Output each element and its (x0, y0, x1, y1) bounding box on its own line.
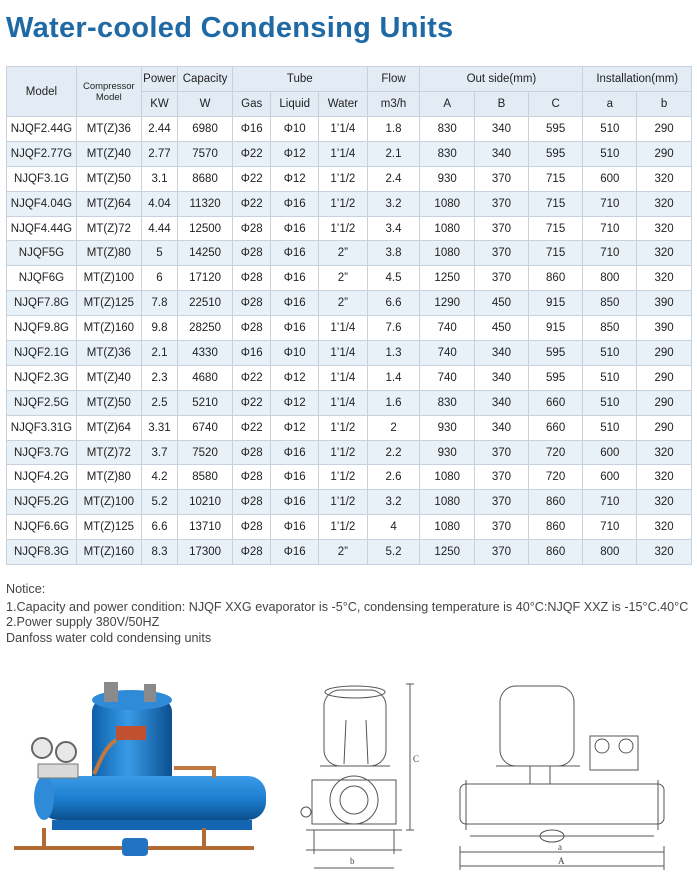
table-cell: Φ16 (232, 341, 271, 366)
table-cell: MT(Z)40 (76, 365, 141, 390)
header-model: Model (7, 67, 77, 117)
header-tube: Tube (232, 67, 367, 92)
table-cell: Φ12 (271, 365, 319, 390)
table-cell: 4.04 (141, 191, 177, 216)
table-cell: 1080 (420, 191, 475, 216)
table-cell: 1080 (420, 241, 475, 266)
table-row (7, 166, 692, 191)
table-cell: Φ16 (271, 291, 319, 316)
table-cell: MT(Z)36 (76, 341, 141, 366)
table-cell: NJQF3.1G (7, 166, 77, 191)
table-cell: 370 (475, 540, 529, 565)
table-cell: 5210 (178, 390, 233, 415)
table-cell: 510 (583, 141, 637, 166)
table-cell: Φ10 (271, 117, 319, 142)
table-cell: NJQF4.2G (7, 465, 77, 490)
table-cell: 6740 (178, 415, 233, 440)
table-cell: 290 (637, 390, 692, 415)
table-cell: NJQF6.6G (7, 515, 77, 540)
table-cell: 860 (528, 266, 583, 291)
subheader-cell: Gas (232, 92, 271, 117)
table-cell: 4.44 (141, 216, 177, 241)
table-cell: 12500 (178, 216, 233, 241)
table-cell: 2” (319, 266, 368, 291)
table-cell: 710 (583, 216, 637, 241)
table-cell: Φ28 (232, 490, 271, 515)
table-cell: 320 (637, 241, 692, 266)
table-cell: MT(Z)125 (76, 291, 141, 316)
table-cell: Φ16 (271, 465, 319, 490)
table-cell: 290 (637, 415, 692, 440)
subheader-cell: W (178, 92, 233, 117)
table-cell: 830 (420, 390, 475, 415)
table-cell: 1’1/2 (319, 440, 368, 465)
table-cell: NJQF2.77G (7, 141, 77, 166)
table-cell: 28250 (178, 316, 233, 341)
table-cell: 1’1/2 (319, 166, 368, 191)
table-cell: 1’1/4 (319, 390, 368, 415)
table-cell: Φ28 (232, 465, 271, 490)
table-row (7, 216, 692, 241)
table-cell: 1’1/4 (319, 141, 368, 166)
table-cell: MT(Z)50 (76, 390, 141, 415)
table-cell: 510 (583, 117, 637, 142)
table-row (7, 266, 692, 291)
table-cell: MT(Z)80 (76, 465, 141, 490)
table-cell: 390 (637, 316, 692, 341)
table-cell: 290 (637, 117, 692, 142)
table-cell: Φ22 (232, 365, 271, 390)
table-cell: 370 (475, 266, 529, 291)
table-cell: NJQF3.31G (7, 415, 77, 440)
table-row (7, 415, 692, 440)
table-cell: 8.3 (141, 540, 177, 565)
table-cell: 600 (583, 166, 637, 191)
table-cell: 4.5 (367, 266, 420, 291)
table-cell: 320 (637, 440, 692, 465)
condensing-unit-photo (4, 678, 272, 878)
table-cell: NJQF3.7G (7, 440, 77, 465)
table-cell: 1’1/4 (319, 341, 368, 366)
table-cell: 850 (583, 316, 637, 341)
table-cell: 320 (637, 465, 692, 490)
subheader-cell: Water (319, 92, 368, 117)
table-cell: NJQF2.5G (7, 390, 77, 415)
table-cell: NJQF2.44G (7, 117, 77, 142)
table-cell: 4 (367, 515, 420, 540)
table-cell: 600 (583, 440, 637, 465)
table-cell: 1.6 (367, 390, 420, 415)
table-cell: 930 (420, 440, 475, 465)
table-cell: 510 (583, 415, 637, 440)
table-cell: 3.7 (141, 440, 177, 465)
table-cell: 1’1/4 (319, 117, 368, 142)
table-cell: 450 (475, 291, 529, 316)
notice-line-1: 1.Capacity and power condition: NJQF XXG evaporator is -5°C, condensing temperature is 40°C:NJQF XXZ is -15°C.40°C (6, 599, 689, 614)
table-cell: 930 (420, 166, 475, 191)
table-cell: 2” (319, 291, 368, 316)
table-cell: 320 (637, 490, 692, 515)
table-cell: 320 (637, 191, 692, 216)
table-cell: 7570 (178, 141, 233, 166)
table-cell: 14250 (178, 241, 233, 266)
table-cell: Φ12 (271, 390, 319, 415)
table-row (7, 540, 692, 565)
table-cell: 340 (475, 141, 529, 166)
table-cell: 340 (475, 341, 529, 366)
table-cell: Φ22 (232, 415, 271, 440)
table-cell: 715 (528, 191, 583, 216)
table-cell: 4.2 (141, 465, 177, 490)
table-cell: 370 (475, 490, 529, 515)
table-cell: 3.31 (141, 415, 177, 440)
table-cell: 915 (528, 316, 583, 341)
table-row (7, 141, 692, 166)
table-cell: 6.6 (367, 291, 420, 316)
table-cell: MT(Z)72 (76, 440, 141, 465)
table-cell: 710 (583, 515, 637, 540)
table-cell: 510 (583, 390, 637, 415)
table-cell: 17120 (178, 266, 233, 291)
table-cell: MT(Z)36 (76, 117, 141, 142)
table-cell: 860 (528, 490, 583, 515)
table-cell: 370 (475, 216, 529, 241)
header-compressor-model: Compressor Model (76, 67, 141, 117)
table-cell: 3.4 (367, 216, 420, 241)
table-cell: 595 (528, 117, 583, 142)
table-cell: 510 (583, 341, 637, 366)
table-cell: NJQF6G (7, 266, 77, 291)
table-cell: Φ22 (232, 390, 271, 415)
table-cell: 290 (637, 341, 692, 366)
dim-label-c: C (413, 754, 420, 764)
table-cell: 2 (367, 415, 420, 440)
table-cell: 340 (475, 415, 529, 440)
table-cell: MT(Z)50 (76, 166, 141, 191)
table-cell: 320 (637, 540, 692, 565)
table-cell: NJQF8.3G (7, 540, 77, 565)
table-cell: MT(Z)160 (76, 540, 141, 565)
table-cell: 370 (475, 191, 529, 216)
table-cell: 930 (420, 415, 475, 440)
table-cell: 2” (319, 540, 368, 565)
table-cell: 3.1 (141, 166, 177, 191)
header-capacity: Capacity (178, 67, 233, 92)
subheader-cell: KW (141, 92, 177, 117)
table-cell: Φ16 (232, 117, 271, 142)
table-cell: 800 (583, 540, 637, 565)
table-row (7, 341, 692, 366)
table-cell: MT(Z)40 (76, 141, 141, 166)
table-cell: 320 (637, 216, 692, 241)
table-cell: 320 (637, 166, 692, 191)
table-cell: Φ28 (232, 515, 271, 540)
table-cell: 5 (141, 241, 177, 266)
table-cell: 370 (475, 515, 529, 540)
table-cell: 660 (528, 390, 583, 415)
table-cell: Φ16 (271, 316, 319, 341)
table-row (7, 191, 692, 216)
dim-label-a: a (558, 842, 562, 852)
table-cell: 2.77 (141, 141, 177, 166)
subheader-cell: C (528, 92, 583, 117)
table-cell: NJQF2.1G (7, 341, 77, 366)
table-cell: 830 (420, 141, 475, 166)
table-cell: 660 (528, 415, 583, 440)
table-row (7, 241, 692, 266)
table-cell: MT(Z)64 (76, 191, 141, 216)
table-cell: 370 (475, 166, 529, 191)
table-cell: Φ16 (271, 515, 319, 540)
table-cell: 370 (475, 241, 529, 266)
table-cell: 595 (528, 141, 583, 166)
table-cell: NJQF5.2G (7, 490, 77, 515)
table-cell: NJQF2.3G (7, 365, 77, 390)
table-cell: 710 (583, 191, 637, 216)
table-cell: 1080 (420, 216, 475, 241)
table-cell: 1’1/2 (319, 490, 368, 515)
table-cell: Φ28 (232, 540, 271, 565)
table-cell: NJQF9.8G (7, 316, 77, 341)
table-cell: 830 (420, 117, 475, 142)
table-cell: 1’1/4 (319, 316, 368, 341)
notice-line-3: Danfoss water cold condensing units (6, 630, 212, 645)
table-cell: 2.1 (141, 341, 177, 366)
table-cell: Φ28 (232, 291, 271, 316)
table-cell: 510 (583, 365, 637, 390)
table-cell: 13710 (178, 515, 233, 540)
table-cell: Φ16 (271, 191, 319, 216)
table-cell: 720 (528, 440, 583, 465)
table-cell: 710 (583, 490, 637, 515)
table-cell: MT(Z)80 (76, 241, 141, 266)
table-cell: 740 (420, 365, 475, 390)
table-cell: MT(Z)72 (76, 216, 141, 241)
header-outside: Out side(mm) (420, 67, 583, 92)
table-cell: 595 (528, 341, 583, 366)
subheader-cell: A (420, 92, 475, 117)
spec-table (6, 66, 692, 565)
table-row (7, 440, 692, 465)
notice-line-2: 2.Power supply 380V/50HZ (6, 615, 160, 629)
table-cell: Φ22 (232, 166, 271, 191)
table-cell: 340 (475, 117, 529, 142)
table-cell: Φ16 (271, 540, 319, 565)
table-cell: Φ16 (271, 440, 319, 465)
table-cell: 10210 (178, 490, 233, 515)
notice-block (6, 582, 694, 646)
table-cell: 5.2 (141, 490, 177, 515)
table-cell: 595 (528, 365, 583, 390)
table-cell: Φ12 (271, 141, 319, 166)
dim-label-b: b (350, 856, 355, 866)
table-cell: 7.8 (141, 291, 177, 316)
table-cell: 290 (637, 141, 692, 166)
table-cell: 3.2 (367, 191, 420, 216)
table-cell: 3.8 (367, 241, 420, 266)
table-row (7, 515, 692, 540)
table-cell: 4330 (178, 341, 233, 366)
table-cell: 800 (583, 266, 637, 291)
table-cell: 740 (420, 316, 475, 341)
table-cell: 2.2 (367, 440, 420, 465)
table-cell: MT(Z)64 (76, 415, 141, 440)
table-cell: 320 (637, 266, 692, 291)
table-cell: 2” (319, 241, 368, 266)
header-power: Power (141, 67, 177, 92)
front-view-drawing (440, 680, 680, 876)
header-flow: Flow (367, 67, 420, 92)
page-title: Water-cooled Condensing Units (6, 12, 454, 44)
table-cell: 1’1/2 (319, 191, 368, 216)
table-cell: 1.3 (367, 341, 420, 366)
table-cell: Φ16 (271, 266, 319, 291)
table-cell: 9.8 (141, 316, 177, 341)
table-cell: 11320 (178, 191, 233, 216)
table-cell: 340 (475, 390, 529, 415)
table-cell: 1’1/2 (319, 515, 368, 540)
table-cell: Φ16 (271, 490, 319, 515)
table-cell: 2.4 (367, 166, 420, 191)
table-cell: 7.6 (367, 316, 420, 341)
table-cell: 1’1/2 (319, 216, 368, 241)
table-cell: 1’1/2 (319, 465, 368, 490)
table-cell: 8680 (178, 166, 233, 191)
table-cell: 1.8 (367, 117, 420, 142)
table-cell: MT(Z)100 (76, 490, 141, 515)
dim-label-A: A (558, 856, 565, 866)
table-row (7, 490, 692, 515)
table-cell: 290 (637, 365, 692, 390)
table-cell: 1’1/4 (319, 365, 368, 390)
table-cell: Φ16 (271, 241, 319, 266)
table-row (7, 291, 692, 316)
table-row (7, 365, 692, 390)
table-cell: 3.2 (367, 490, 420, 515)
table-cell: 715 (528, 241, 583, 266)
table-cell: 17300 (178, 540, 233, 565)
table-row (7, 390, 692, 415)
table-cell: Φ28 (232, 440, 271, 465)
table-cell: MT(Z)100 (76, 266, 141, 291)
table-cell: 720 (528, 465, 583, 490)
table-cell: Φ28 (232, 316, 271, 341)
table-cell: 715 (528, 216, 583, 241)
table-cell: 1250 (420, 540, 475, 565)
subheader-cell: m3/h (367, 92, 420, 117)
table-cell: Φ22 (232, 191, 271, 216)
table-cell: 1290 (420, 291, 475, 316)
table-cell: Φ28 (232, 266, 271, 291)
table-cell: 7520 (178, 440, 233, 465)
table-row (7, 465, 692, 490)
table-cell: 1080 (420, 515, 475, 540)
side-view-drawing (286, 680, 422, 876)
header-installation: Installation(mm) (583, 67, 692, 92)
table-cell: 2.44 (141, 117, 177, 142)
table-cell: 740 (420, 341, 475, 366)
table-cell: 340 (475, 365, 529, 390)
table-cell: Φ28 (232, 241, 271, 266)
table-cell: 1250 (420, 266, 475, 291)
subheader-cell: Liquid (271, 92, 319, 117)
table-cell: NJQF5G (7, 241, 77, 266)
table-cell: 6.6 (141, 515, 177, 540)
table-cell: 450 (475, 316, 529, 341)
subheader-cell: B (475, 92, 529, 117)
table-body (7, 117, 692, 565)
table-cell: 8580 (178, 465, 233, 490)
table-cell: 710 (583, 241, 637, 266)
table-cell: 860 (528, 540, 583, 565)
table-cell: 5.2 (367, 540, 420, 565)
table-cell: 2.3 (141, 365, 177, 390)
table-cell: NJQF4.44G (7, 216, 77, 241)
table-cell: 370 (475, 440, 529, 465)
table-cell: 6 (141, 266, 177, 291)
subheader-cell: a (583, 92, 637, 117)
table-cell: MT(Z)125 (76, 515, 141, 540)
table-cell: Φ12 (271, 415, 319, 440)
table-row (7, 117, 692, 142)
table-cell: 2.5 (141, 390, 177, 415)
table-cell: 4680 (178, 365, 233, 390)
table-row (7, 316, 692, 341)
table-cell: Φ12 (271, 166, 319, 191)
table-cell: Φ28 (232, 216, 271, 241)
table-cell: 2.6 (367, 465, 420, 490)
table-cell: 1080 (420, 490, 475, 515)
table-cell: Φ16 (271, 216, 319, 241)
table-cell: 915 (528, 291, 583, 316)
table-cell: Φ22 (232, 141, 271, 166)
table-cell: 1.4 (367, 365, 420, 390)
table-cell: 600 (583, 465, 637, 490)
table-cell: 850 (583, 291, 637, 316)
table-cell: 22510 (178, 291, 233, 316)
table-cell: 1080 (420, 465, 475, 490)
subheader-cell: b (637, 92, 692, 117)
table-cell: NJQF4.04G (7, 191, 77, 216)
notice-heading: Notice: (6, 582, 46, 596)
table-cell: 6980 (178, 117, 233, 142)
table-cell: 715 (528, 166, 583, 191)
table-cell: 860 (528, 515, 583, 540)
table-cell: 320 (637, 515, 692, 540)
table-cell: 1’1/2 (319, 415, 368, 440)
table-cell: NJQF7.8G (7, 291, 77, 316)
table-cell: 390 (637, 291, 692, 316)
table-cell: MT(Z)160 (76, 316, 141, 341)
table-cell: 370 (475, 465, 529, 490)
table-cell: Φ10 (271, 341, 319, 366)
table-cell: 2.1 (367, 141, 420, 166)
